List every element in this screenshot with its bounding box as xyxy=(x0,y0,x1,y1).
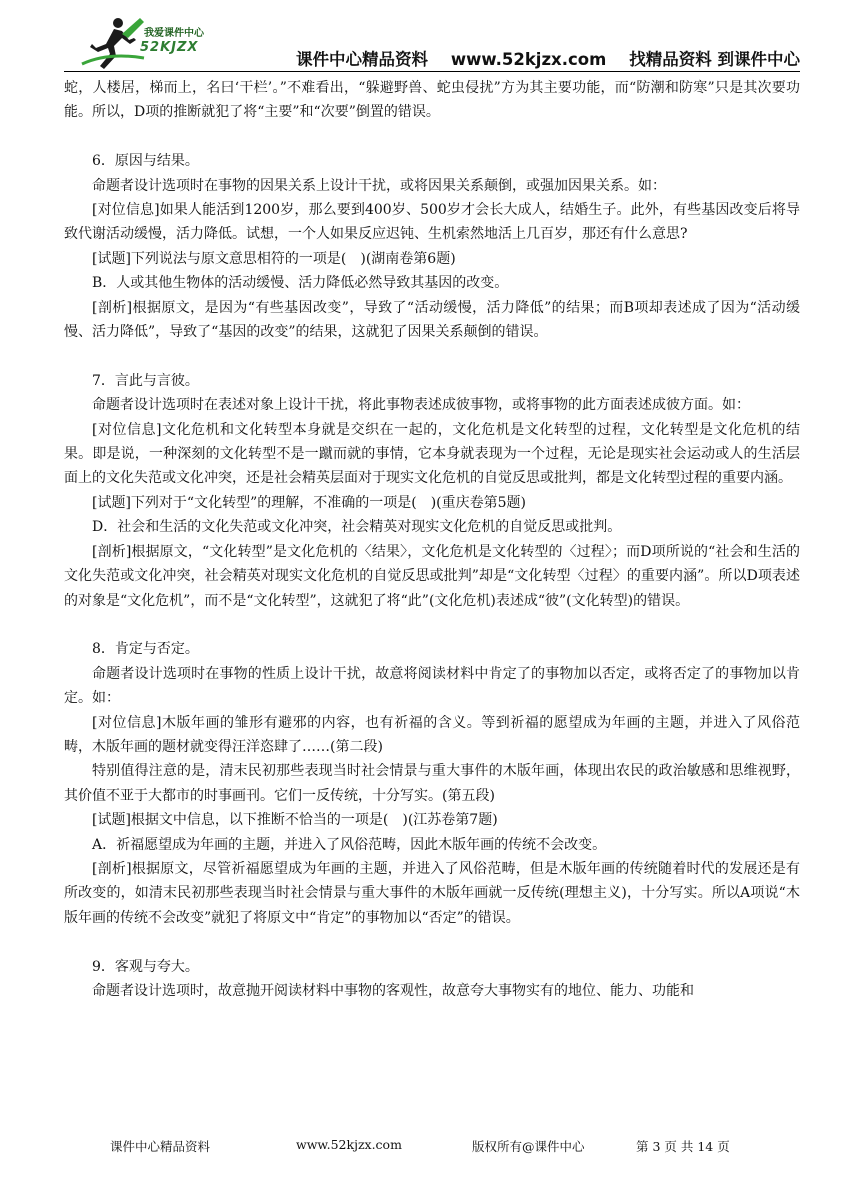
header-divider xyxy=(64,71,800,72)
section-heading: 8．肯定与否定。 xyxy=(92,641,199,658)
logo-text-top: 我爱课件中心 xyxy=(144,28,204,39)
paragraph: [试题]下列对于“文化转型”的理解，不准确的一项是( )(重庆卷第5题) xyxy=(92,494,526,511)
paragraph: 蛇，人楼居，梯而上，名曰‘干栏’。”不难看出，“躲避野兽、蛇虫侵扰”方为其主要功能，而“防潮和防寒”只是其次要功能。所以，D项的推断就犯了将“主要”和“次要”倒置的错误。 xyxy=(64,80,800,121)
paragraph: 命题者设计选项时，故意抛开阅读材料中事物的客观性，故意夸大事物实有的地位、能力、功能和 xyxy=(92,982,694,999)
section-heading: 6．原因与结果。 xyxy=(92,153,199,170)
paragraph: 命题者设计选项时在事物的因果关系上设计干扰，或将因果关系颠倒，或强加因果关系。如： xyxy=(92,177,666,194)
paragraph: [剖析]根据原文，是因为“有些基因改变”，导致了“活动缓慢，活力降低”的结果；而B项却表述成了因为“活动缓慢、活力降低”，导致了“基因的改变”的结果，这就犯了因果关系颠倒的错误。 xyxy=(64,299,800,341)
paragraph: [对位信息]文化危机和文化转型本身就是交织在一起的，文化危机是文化转型的过程，文化转型是文化危机的结果。即是说，一种深刻的文化转型不是一蹴而就的事情，它本身就表现为一个过程，无论是现实社会运动或人的生活层面上的文化失范或文化冲突，还是社会精英层面对于现实文化危机的自觉反思或批判，都是文化转型过程的重要内涵。 xyxy=(64,421,800,487)
paragraph: [试题]下列说法与原文意思相符的一项是( )(湖南卷第6题) xyxy=(92,250,456,267)
page-footer xyxy=(0,1137,860,1157)
site-logo xyxy=(78,14,208,72)
paragraph: [剖析]根据原文，尽管祈福愿望成为年画的主题，并进入了风俗范畴，但是木版年画的传统随着时代的发展还是有所改变的，如清末民初那些表现当时社会情景与重大事件的木版年画就一反传统(理想主义)，十分写实。所以A项说“木版年画的传统不会改变”就犯了将原文中“肯定”的事物加以“否定”的错误。 xyxy=(64,860,800,926)
running-figure-icon xyxy=(78,14,148,72)
paragraph: B．人或其他生物体的活动缓慢、活力降低必然导致其基因的改变。 xyxy=(92,275,509,292)
paragraph: D．社会和生活的文化失范或文化冲突，社会精英对现实文化危机的自觉反思或批判。 xyxy=(92,519,622,536)
header-title: 课件中心精品资料 www.52kjzx.com 找精品资料 到课件中心 xyxy=(295,50,800,69)
paragraph: A．祈福愿望成为年画的主题，并进入了风俗范畴，因此木版年画的传统不会改变。 xyxy=(92,836,607,853)
paragraph: [剖析]根据原文，“文化转型”是文化危机的〈结果〉，文化危机是文化转型的〈过程〉；而D项所说的“社会和生活的文化失范或文化冲突，社会精英对现实文化危机的自觉反思或批判”却是“文化转型〈过程〉的重要内涵”。所以D项表述的对象是“文化危机”，而不是“文化转型”，这就犯了将“此”(文化危机)表述成“彼”(文化转型)的错误。 xyxy=(64,543,800,609)
section-heading: 9．客观与夸大。 xyxy=(92,958,199,975)
footer-left-text: 课件中心精品资料 xyxy=(110,1139,211,1154)
paragraph: [对位信息]木版年画的雏形有避邪的内容，也有祈福的含义。等到祈福的愿望成为年画的主题，并进入了风俗范畴，木版年画的题材就变得汪洋恣肆了……(第二段) xyxy=(64,714,800,755)
footer-copyright: 版权所有@课件中心 xyxy=(472,1139,585,1154)
paragraph: [试题]根据文中信息，以下推断不恰当的一项是( )(江苏卷第7题) xyxy=(92,812,498,829)
paragraph: 命题者设计选项时在表述对象上设计干扰，将此事物表述成彼事物，或将事物的此方面表述成彼方面。如： xyxy=(92,397,750,414)
page-header xyxy=(64,10,800,70)
footer-page-number: 第 3 页 共 14 页 xyxy=(636,1139,730,1154)
footer-url: www.52kjzx.com xyxy=(296,1137,402,1152)
section-heading: 7．言此与言彼。 xyxy=(92,372,199,389)
logo-text-bottom: 52KJZX xyxy=(140,40,199,55)
paragraph: 特别值得注意的是，清末民初那些表现当时社会情景与重大事件的木版年画，体现出农民的政治敏感和思维视野，其价值不亚于大都市的时事画刊。它们一反传统，十分写实。(第五段) xyxy=(64,763,800,804)
paragraph: [对位信息]如果人能活到1200岁，那么要到400岁、500岁才会长大成人，结婚生子。此外，有些基因改变后将导致代谢活动缓慢，活力降低。试想，一个人如果反应迟钝、生机索然地活上几百岁，那还有什么意思? xyxy=(64,202,800,243)
paragraph: 命题者设计选项时在事物的性质上设计干扰，故意将阅读材料中肯定了的事物加以否定，或将否定了的事物加以肯定。如： xyxy=(64,665,800,707)
document-body xyxy=(64,76,800,1003)
